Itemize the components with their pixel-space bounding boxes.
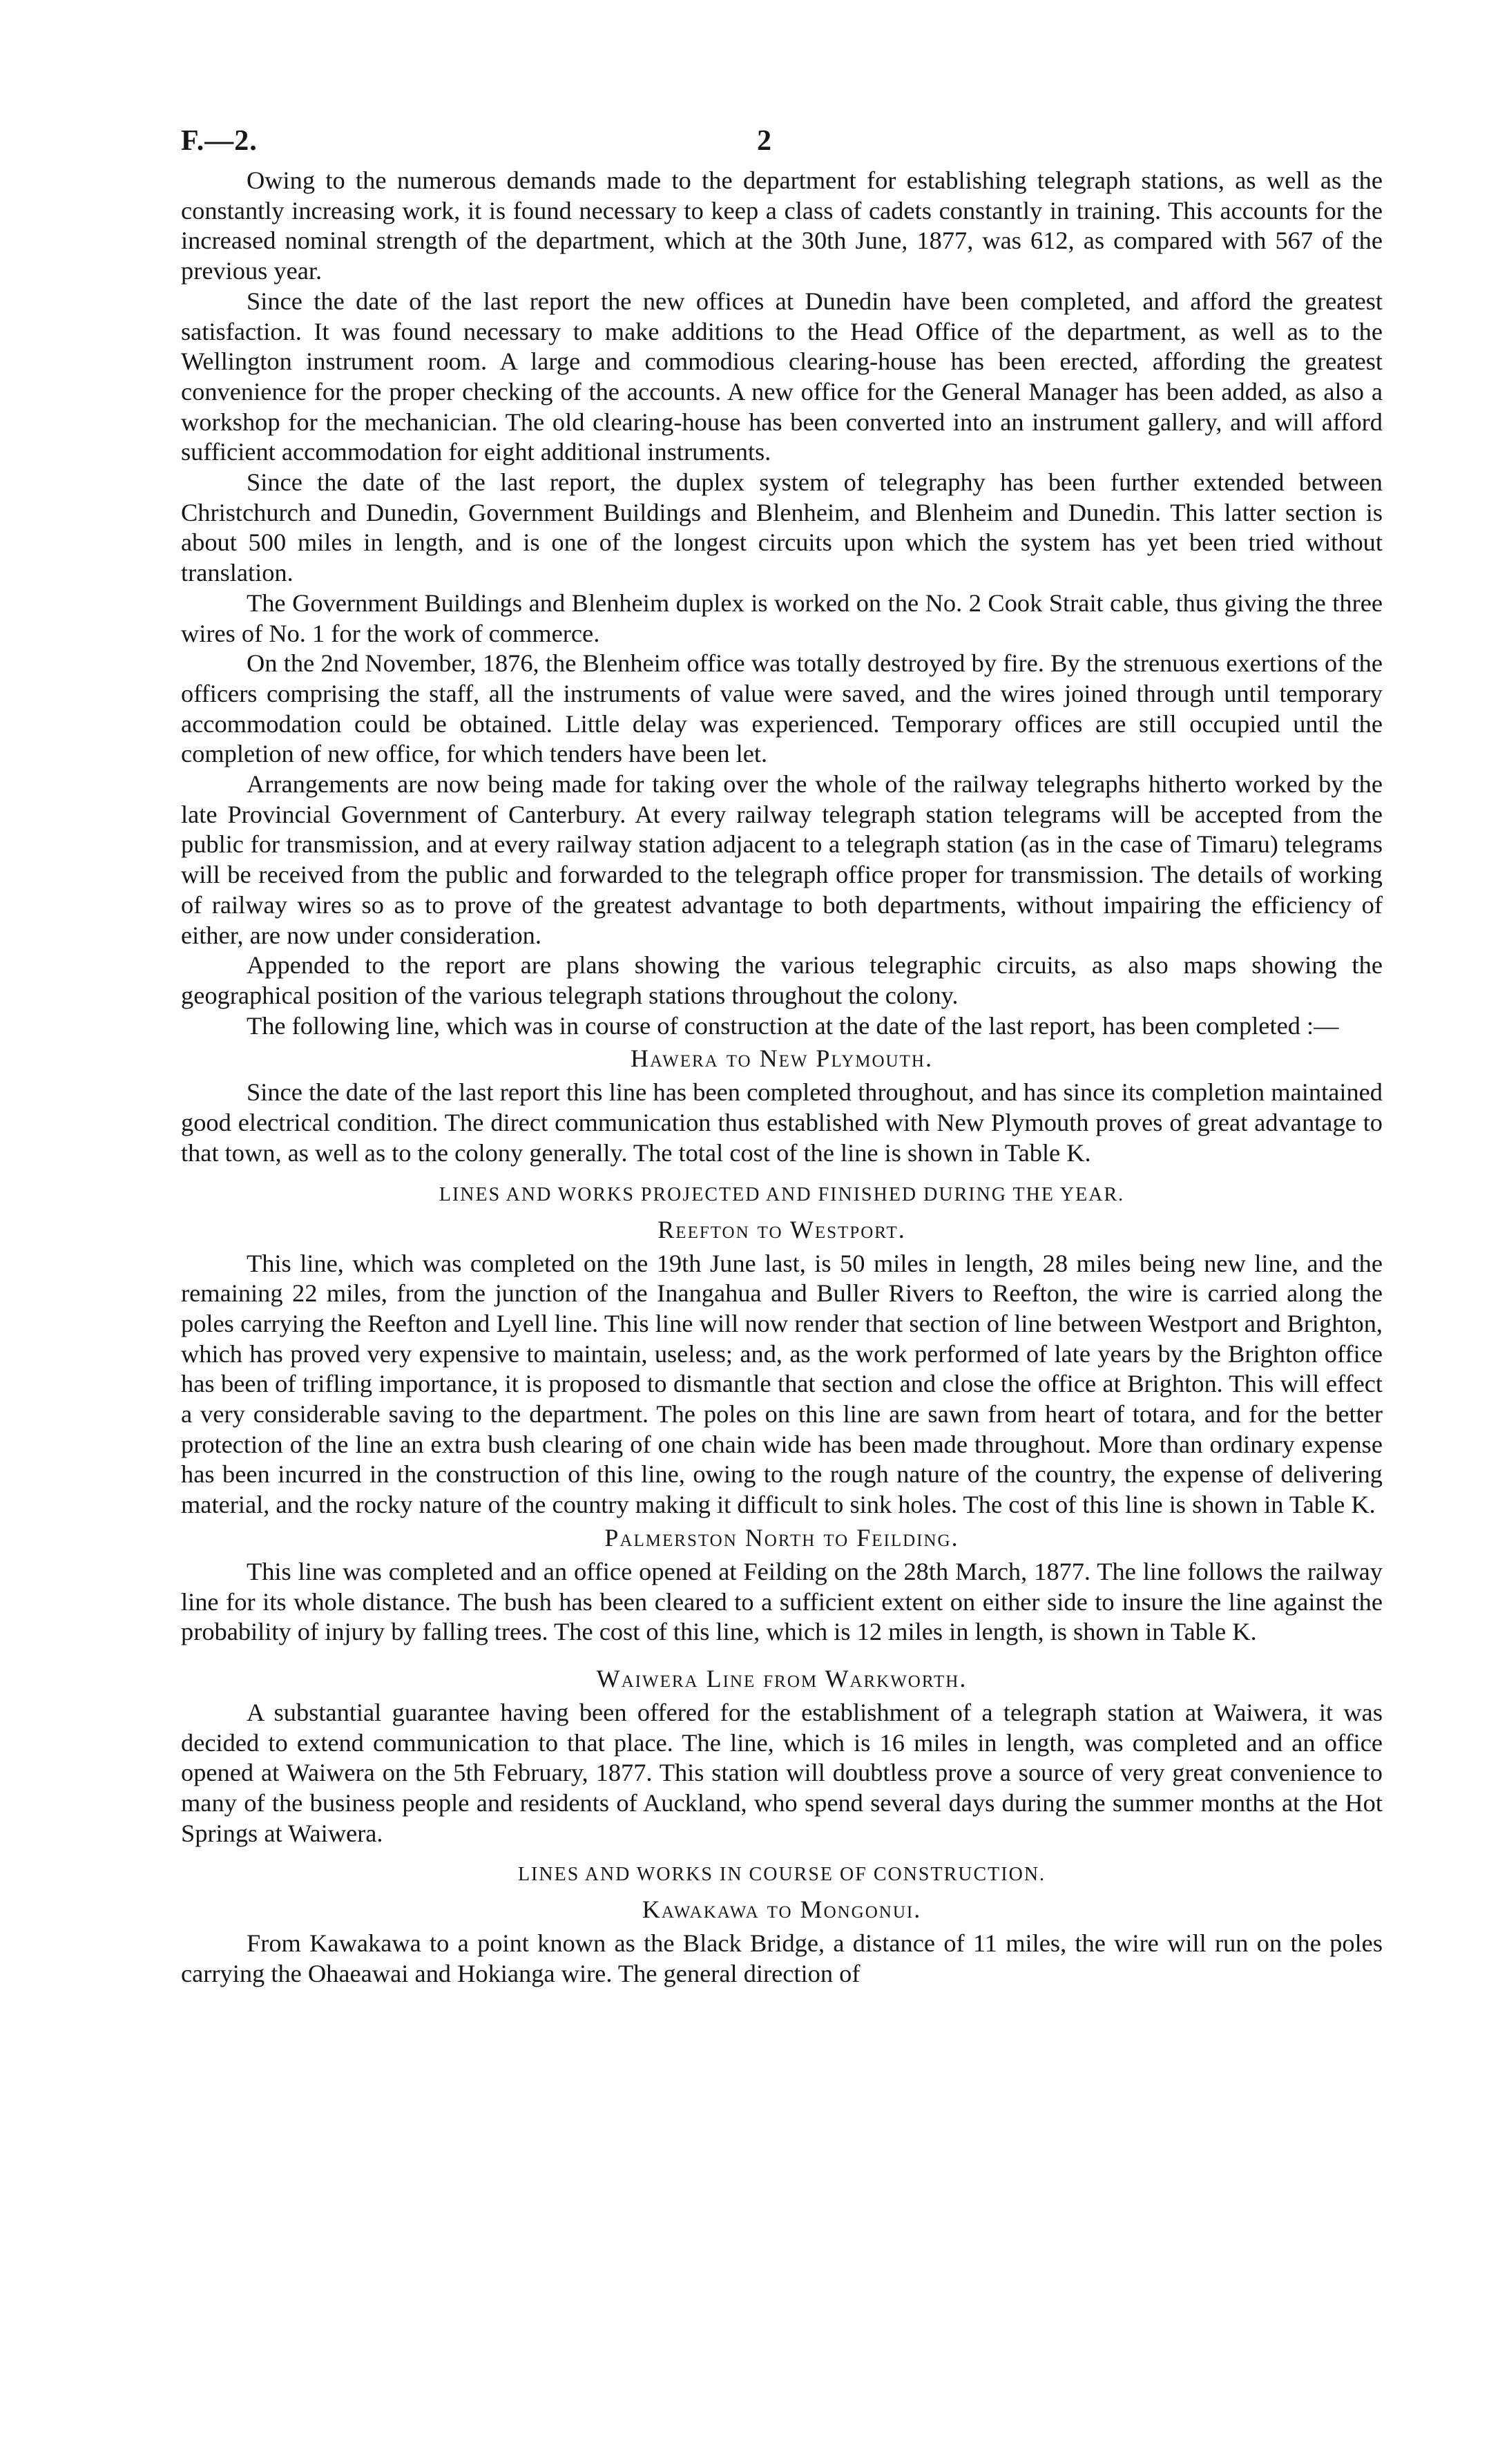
paragraph: On the 2nd November, 1876, the Blenheim office was totally destroyed by fire. By the strenuous exertions of the officers comprising the staff, all the instruments of value were saved, and the wires joined through until temporary accommodation could be obtained. Little delay was experienced. Temporary offices are still occupied until the completion of new office, for which tenders have been let.: [181, 649, 1383, 768]
paragraph: From Kawakawa to a point known as the Black Bridge, a distance of 11 miles, the wire will run on the poles carrying the Ohaeawai and Hokianga wire. The general direction of: [181, 1929, 1383, 1988]
section-heading-lines-finished: LINES AND WORKS PROJECTED AND FINISHED DURING THE YEAR.: [439, 1183, 1125, 1205]
paragraph: Owing to the numerous demands made to the department for establishing telegraph stations, as well as the constantly increasing work, it is found necessary to keep a class of cadets constantly in training. This accounts for the increased nominal strength of the department, which at the 30th June, 1877, was 612, as compared with 567 of the previous year.: [181, 166, 1383, 285]
paragraph: This line was completed and an office opened at Feilding on the 28th March, 1877. The line follows the railway line for its whole distance. The bush has been cleared to a sufficient extent on either side to insure the line against the probability of injury by falling trees. The cost of this line, which is 12 miles in length, is shown in Table K.: [181, 1557, 1383, 1646]
document-id: F.—2.: [181, 125, 258, 157]
paragraph: The Government Buildings and Blenheim duplex is worked on the No. 2 Cook Strait cable, thus giving the three wires of No. 1 for the work of commerce.: [181, 589, 1383, 647]
page-number: 2: [757, 125, 771, 157]
paragraph: This line, which was completed on the 19th June last, is 50 miles in length, 28 miles being new line, and the remaining 22 miles, from the junction of the Inangahua and Buller Rivers to Reefton, the wire is carried along the poles carrying the Reefton and Lyell line. This line will now render that section of line between Westport and Brighton, which has proved very expensive to maintain, useless; and, as the work performed of late years by the Brighton office has been of trifling importance, it is proposed to dismantle that section and close the office at Brighton. This will effect a very considerable saving to the department. The poles on this line are sawn from heart of totara, and for the better protection of the line an extra bush clearing of one chain wide has been made throughout. More than ordinary expense has been incurred in the construction of this line, owing to the rough nature of the country, the expense of delivering material, and the rocky nature of the country making it difficult to sink holes. The cost of this line is shown in Table K.: [181, 1249, 1383, 1519]
paragraph: The following line, which was in course of construction at the date of the last report, has been completed :—: [247, 1011, 1339, 1040]
section-heading-waiwera: Waiwera Line from Warkworth.: [596, 1664, 968, 1692]
section-heading-hawera: Hawera to New Plymouth.: [631, 1044, 933, 1073]
page-header: [181, 117, 1383, 166]
section-heading-lines-construction: LINES AND WORKS IN COURSE OF CONSTRUCTION.: [517, 1864, 1046, 1886]
spacer: [181, 1648, 1383, 1661]
section-heading-kawakawa: Kawakawa to Mongonui.: [642, 1895, 922, 1924]
body-text: [181, 166, 1383, 1989]
paragraph: Since the date of the last report, the duplex system of telegraphy has been further extended between Christchurch and Dunedin, Government Buildings and Blenheim, and Blenheim and Dunedin. This latter section is about 500 miles in length, and is one of the longest circuits upon which the system has yet been tried without translation.: [181, 468, 1383, 587]
document-page: [181, 117, 1383, 1989]
paragraph: Appended to the report are plans showing the various telegraphic circuits, as also maps showing the geographical position of the various telegraph stations throughout the colony.: [181, 951, 1383, 1009]
paragraph: A substantial guarantee having been offered for the establishment of a telegraph station at Waiwera, it was decided to extend communication to that place. The line, which is 16 miles in length, was completed and an office opened at Waiwera on the 5th February, 1877. This station will doubtless prove a source of very great convenience to many of the business people and residents of Auckland, who spend several days during the summer months at the Hot Springs at Waiwera.: [181, 1698, 1383, 1847]
section-heading-palmerston: Palmerston North to Feilding.: [604, 1523, 959, 1551]
paragraph: Arrangements are now being made for taking over the whole of the railway telegraphs hitherto worked by the late Provincial Government of Canterbury. At every railway telegraph station telegrams will be accepted from the public for transmission, and at every railway station adjacent to a telegraph station (as in the case of Timaru) telegrams will be received from the public and forwarded to the telegraph office proper for transmission. The details of working of railway wires so as to prove of the greatest advantage to both departments, without impairing the efficiency of either, are now under consideration.: [181, 770, 1383, 949]
paragraph: Since the date of the last report the new offices at Dunedin have been completed, and afford the greatest satisfaction. It was found necessary to make additions to the Head Office of the department, as well as to the Wellington instrument room. A large and commodious clearing-house has been erected, affording the greatest convenience for the proper checking of the accounts. A new office for the General Manager has been added, as also a workshop for the mechanician. The old clearing-house has been converted into an instrument gallery, and will afford sufficient accommodation for eight additional instruments.: [181, 287, 1383, 466]
paragraph: Since the date of the last report this line has been completed throughout, and has since its completion maintained good electrical condition. The direct communication thus established with New Plymouth proves of great advantage to that town, as well as to the colony generally. The total cost of the line is shown in Table K.: [181, 1078, 1383, 1167]
section-heading-reefton: Reefton to Westport.: [657, 1215, 906, 1243]
